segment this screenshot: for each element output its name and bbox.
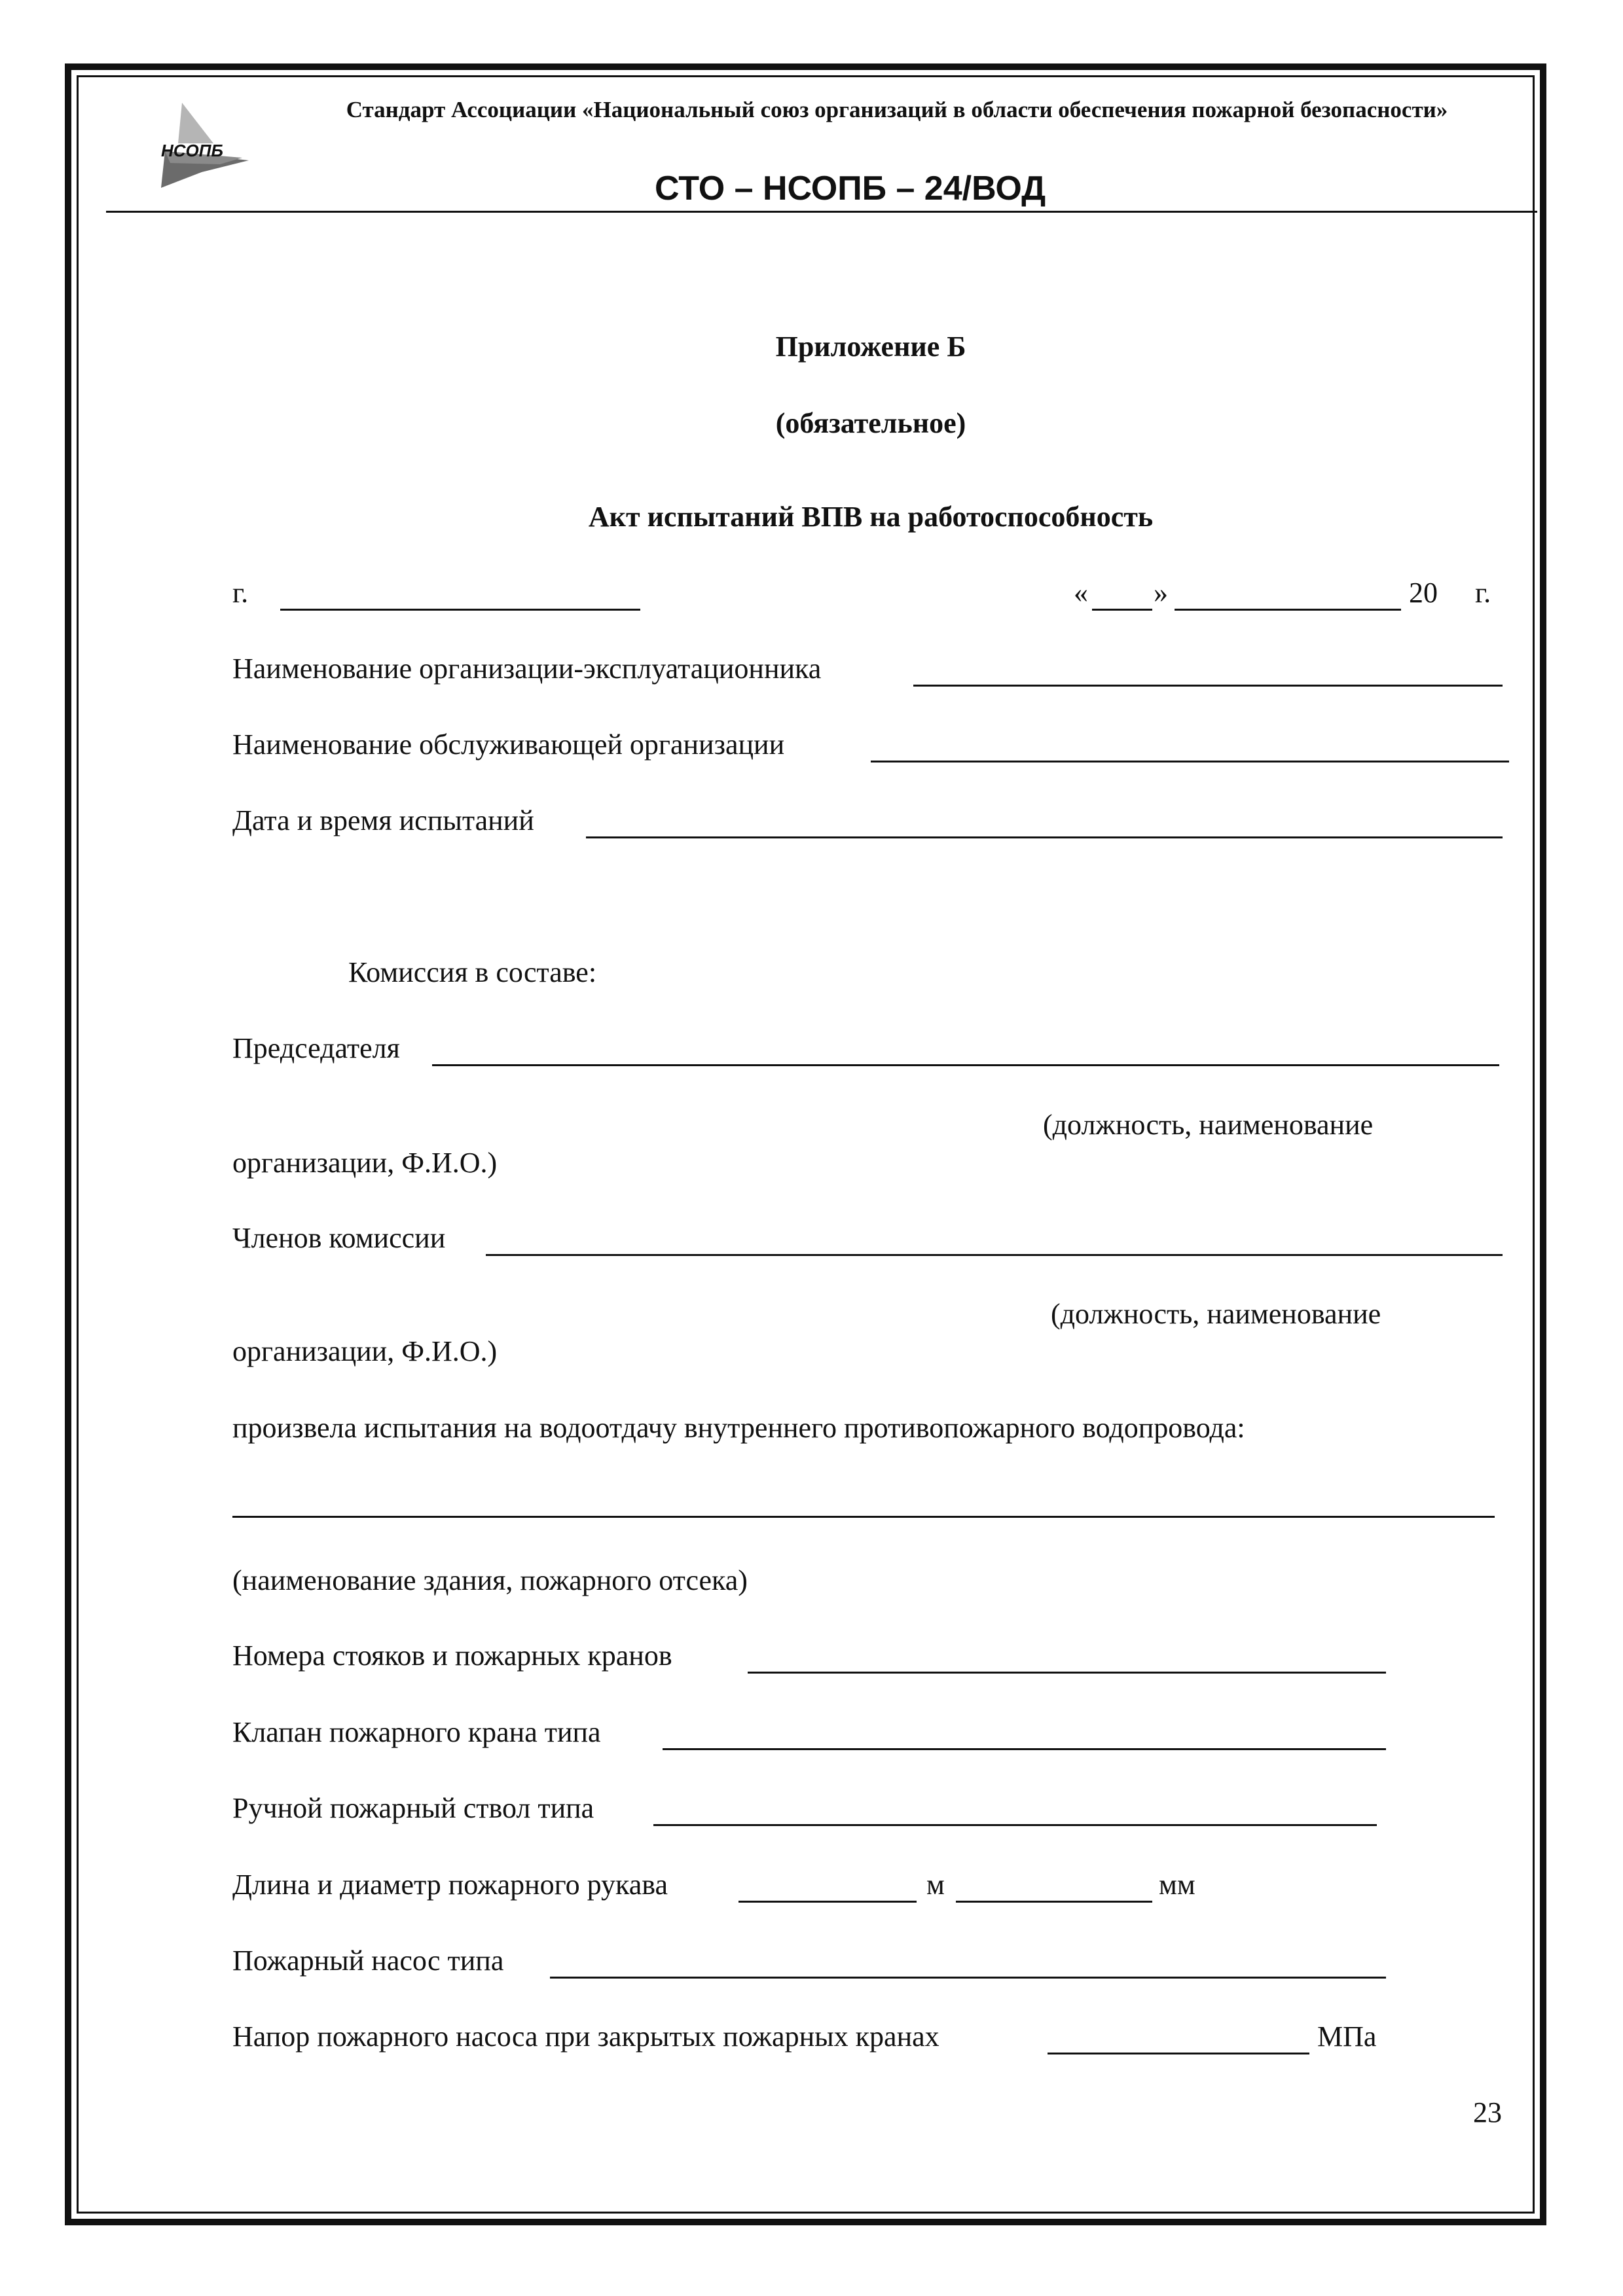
- hose-unit-m: м: [926, 1869, 945, 1901]
- chairman-hint-line1: (должность, наименование: [1043, 1109, 1374, 1141]
- chairman-field[interactable]: [432, 1064, 1499, 1066]
- members-hint-line2: организации, Ф.И.О.): [232, 1335, 498, 1367]
- year-suffix: г.: [1475, 577, 1491, 609]
- members-field[interactable]: [486, 1254, 1503, 1256]
- members-label: Членов комиссии: [232, 1222, 446, 1254]
- hose-label: Длина и диаметр пожарного рукава: [232, 1869, 668, 1901]
- month-field[interactable]: [1175, 609, 1401, 611]
- year-prefix: 20: [1409, 577, 1438, 609]
- test-datetime-label: Дата и время испытаний: [232, 804, 534, 836]
- commission-label: Комиссия в составе:: [348, 956, 597, 988]
- valve-label: Клапан пожарного крана типа: [232, 1716, 601, 1748]
- pump-field[interactable]: [550, 1977, 1386, 1979]
- valve-field[interactable]: [663, 1748, 1386, 1750]
- city-field[interactable]: [280, 609, 640, 611]
- nozzle-field[interactable]: [653, 1824, 1377, 1826]
- logo-text: НСОПБ: [161, 141, 223, 160]
- service-org-label: Наименование обслуживающей организации: [232, 728, 785, 761]
- chairman-label: Председателя: [232, 1032, 400, 1064]
- date-open-quote: «: [1074, 577, 1088, 609]
- appendix-subtitle: (обязательное): [775, 407, 966, 439]
- document-code: СТО – НСОПБ – 24/ВОД: [655, 170, 1046, 207]
- nozzle-label: Ручной пожарный ствол типа: [232, 1792, 594, 1824]
- building-hint: (наименование здания, пожарного отсека): [232, 1564, 748, 1596]
- day-field[interactable]: [1092, 609, 1152, 611]
- appendix-title: Приложение Б: [775, 331, 966, 363]
- operator-org-label: Наименование организации-эксплуатационника: [232, 653, 822, 685]
- members-hint-line1: (должность, наименование: [1051, 1298, 1381, 1330]
- header-divider: [106, 211, 1537, 213]
- hose-length-field[interactable]: [739, 1901, 917, 1903]
- nsopb-logo: [156, 103, 249, 188]
- city-label: г.: [232, 577, 249, 609]
- page-number: 23: [1473, 2096, 1502, 2128]
- service-org-field[interactable]: [871, 761, 1509, 762]
- pressure-label: Напор пожарного насоса при закрытых пожарных кранах: [232, 2020, 939, 2053]
- tested-text: произвела испытания на водоотдачу внутреннего противопожарного водопровода:: [232, 1412, 1245, 1444]
- risers-label: Номера стояков и пожарных кранов: [232, 1640, 672, 1672]
- chairman-hint-line2: организации, Ф.И.О.): [232, 1147, 498, 1179]
- building-field[interactable]: [232, 1516, 1495, 1518]
- test-datetime-field[interactable]: [586, 836, 1503, 838]
- risers-field[interactable]: [748, 1672, 1386, 1674]
- operator-org-field[interactable]: [913, 685, 1503, 687]
- act-title: Акт испытаний ВПВ на работоспособность: [588, 501, 1154, 533]
- date-close-quote: »: [1154, 577, 1168, 609]
- organization-title: Стандарт Ассоциации «Национальный союз организаций в области обеспечения пожарной безопасности»: [346, 97, 1448, 122]
- hose-diameter-field[interactable]: [956, 1901, 1152, 1903]
- pressure-unit: МПа: [1317, 2020, 1377, 2053]
- pressure-field[interactable]: [1048, 2053, 1309, 2054]
- hose-unit-mm: мм: [1159, 1869, 1195, 1901]
- pump-label: Пожарный насос типа: [232, 1945, 504, 1977]
